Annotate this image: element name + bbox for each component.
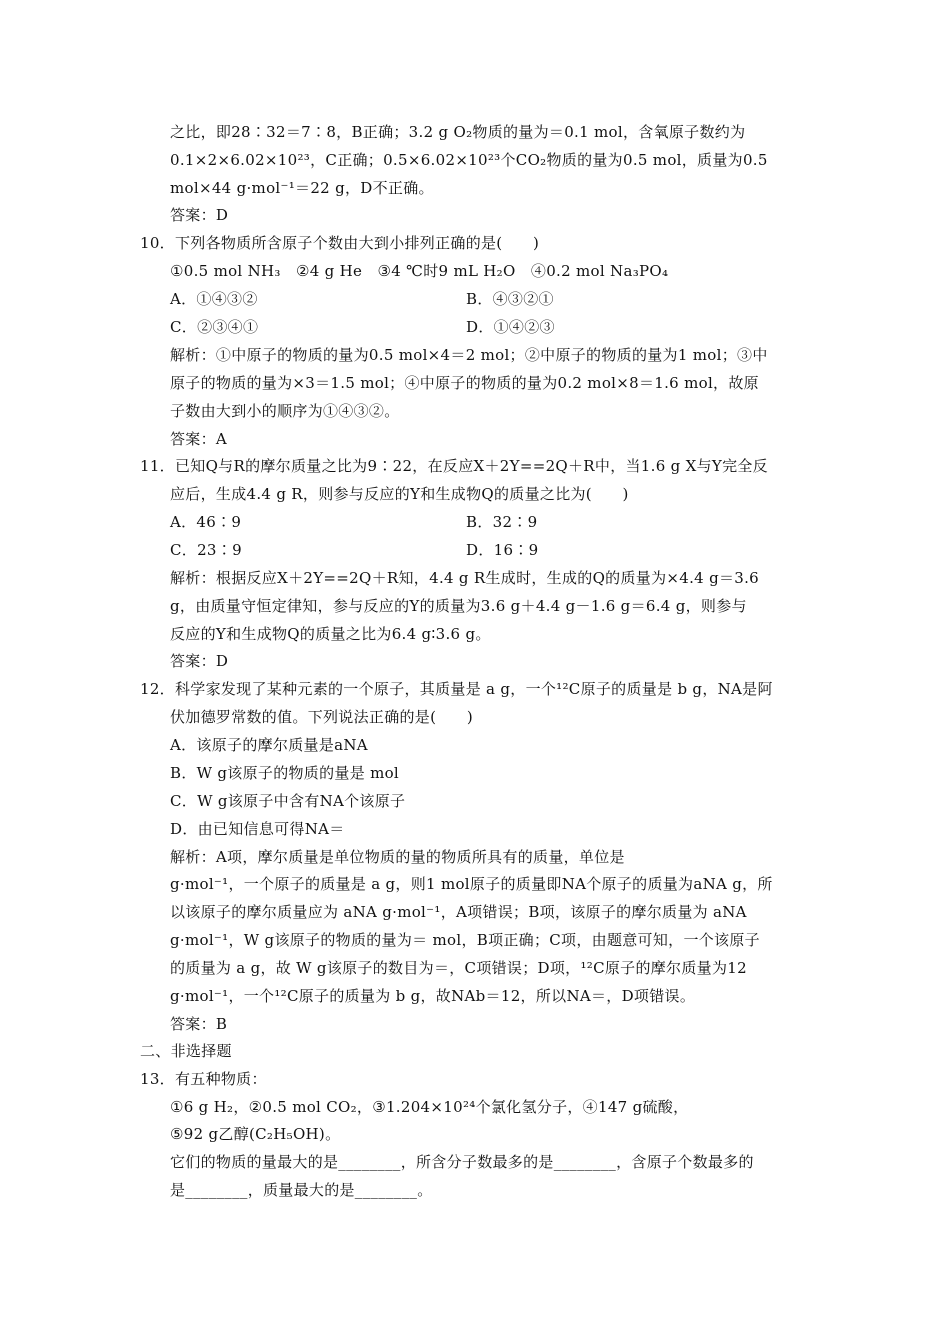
- q12-stem-line-2: 伏加德罗常数的值。下列说法正确的是( ): [170, 708, 474, 726]
- q11-explanation-line-1: 解析：根据反应X＋2Y==2Q＋R知，4.4 g R生成时，生成的Q的质量为×4.4 g＝3.6: [170, 569, 760, 587]
- section-heading: 二、非选择题: [140, 1042, 232, 1060]
- q10-option-b: B．④③②①: [466, 290, 554, 308]
- q13-line-1: ①6 g H₂，②0.5 mol CO₂，③1.204×10²⁴个氯化氢分子，④147 g硫酸，: [170, 1098, 689, 1116]
- q9-answer: 答案：D: [170, 206, 229, 224]
- q12-answer: 答案：B: [170, 1015, 228, 1033]
- q11-explanation-line-2: g，由质量守恒定律知，参与反应的Y的质量为3.6 g＋4.4 g－1.6 g＝6.4 g，则参与: [170, 597, 747, 615]
- q12-explanation-line-2: g·mol⁻¹，一个原子的质量是 a g，则1 mol原子的质量即NA个原子的质量为aNA g，所: [170, 875, 773, 893]
- q13-line-2: ⑤92 g乙醇(C₂H₅OH)。: [170, 1125, 341, 1143]
- q13-stem: 13．有五种物质：: [140, 1070, 267, 1088]
- q11-option-d: D．16∶9: [466, 541, 539, 559]
- q12-option-c: C．W g该原子中含有NA个该原子: [170, 792, 406, 810]
- q10-option-d: D．①④②③: [466, 318, 555, 336]
- q10-option-a: A．①④③②: [170, 290, 258, 308]
- q10-answer: 答案：A: [170, 430, 228, 448]
- q9-explanation-line-3: mol×44 g·mol⁻¹＝22 g，D不正确。: [170, 179, 434, 197]
- q10-items: ①0.5 mol NH₃ ②4 g He ③4 ℃时9 mL H₂O ④0.2 mol Na₃PO₄: [170, 262, 669, 280]
- q12-option-d: D．由已知信息可得NA＝: [170, 820, 345, 838]
- q12-option-b: B．W g该原子的物质的量是 mol: [170, 764, 400, 782]
- q10-stem: 10．下列各物质所含原子个数由大到小排列正确的是( ): [140, 234, 540, 252]
- q10-explanation-line-3: 子数由大到小的顺序为①④③②。: [170, 402, 400, 420]
- q10-explanation-line-1: 解析：①中原子的物质的量为0.5 mol×4＝2 mol；②中原子的物质的量为1 mol；③中: [170, 346, 768, 364]
- q12-option-a: A．该原子的摩尔质量是aNA: [170, 736, 368, 754]
- q11-explanation-line-3: 反应的Y和生成物Q的质量之比为6.4 g∶3.6 g。: [170, 625, 491, 643]
- q11-answer: 答案：D: [170, 652, 229, 670]
- q10-explanation-line-2: 原子的物质的量为×3＝1.5 mol；④中原子的物质的量为0.2 mol×8＝1.6 mol，故原: [170, 374, 759, 392]
- q11-stem-line-1: 11．已知Q与R的摩尔质量之比为9∶22，在反应X＋2Y==2Q＋R中，当1.6 g X与Y完全反: [140, 457, 768, 475]
- q12-explanation-line-1: 解析：A项，摩尔质量是单位物质的量的物质所具有的质量，单位是: [170, 848, 625, 866]
- q11-stem-line-2: 应后，生成4.4 g R，则参与反应的Y和生成物Q的质量之比为( ): [170, 485, 629, 503]
- q12-explanation-line-6: g·mol⁻¹，一个¹²C原子的质量为 b g，故NAb＝12，所以NA＝，D项错误。: [170, 987, 696, 1005]
- q12-explanation-line-3: 以该原子的摩尔质量应为 aNA g·mol⁻¹，A项错误；B项，该原子的摩尔质量为 aNA: [170, 903, 747, 921]
- q10-option-c: C．②③④①: [170, 318, 259, 336]
- q11-option-c: C．23∶9: [170, 541, 242, 559]
- q11-option-a: A．46∶9: [170, 513, 242, 531]
- q9-explanation-line-1: 之比，即28∶32＝7∶8，B正确；3.2 g O₂物质的量为＝0.1 mol，含氧原子数约为: [170, 123, 746, 141]
- q12-explanation-line-5: 的质量为 a g，故 W g该原子的数目为＝，C项错误；D项，¹²C原子的摩尔质量为12: [170, 959, 747, 977]
- q12-explanation-line-4: g·mol⁻¹，W g该原子的物质的量为＝ mol，B项正确；C项，由题意可知，一个该原子: [170, 931, 760, 949]
- q12-stem-line-1: 12．科学家发现了某种元素的一个原子，其质量是 a g，一个¹²C原子的质量是 b g，NA是阿: [140, 680, 773, 698]
- q13-line-3: 它们的物质的量最大的是________，所含分子数最多的是________，含原子个数最多的: [170, 1153, 754, 1171]
- q11-option-b: B．32∶9: [466, 513, 538, 531]
- q9-explanation-line-2: 0.1×2×6.02×10²³，C正确；0.5×6.02×10²³个CO₂物质的量为0.5 mol，质量为0.5: [170, 151, 768, 169]
- q13-line-4: 是________，质量最大的是________。: [170, 1181, 433, 1199]
